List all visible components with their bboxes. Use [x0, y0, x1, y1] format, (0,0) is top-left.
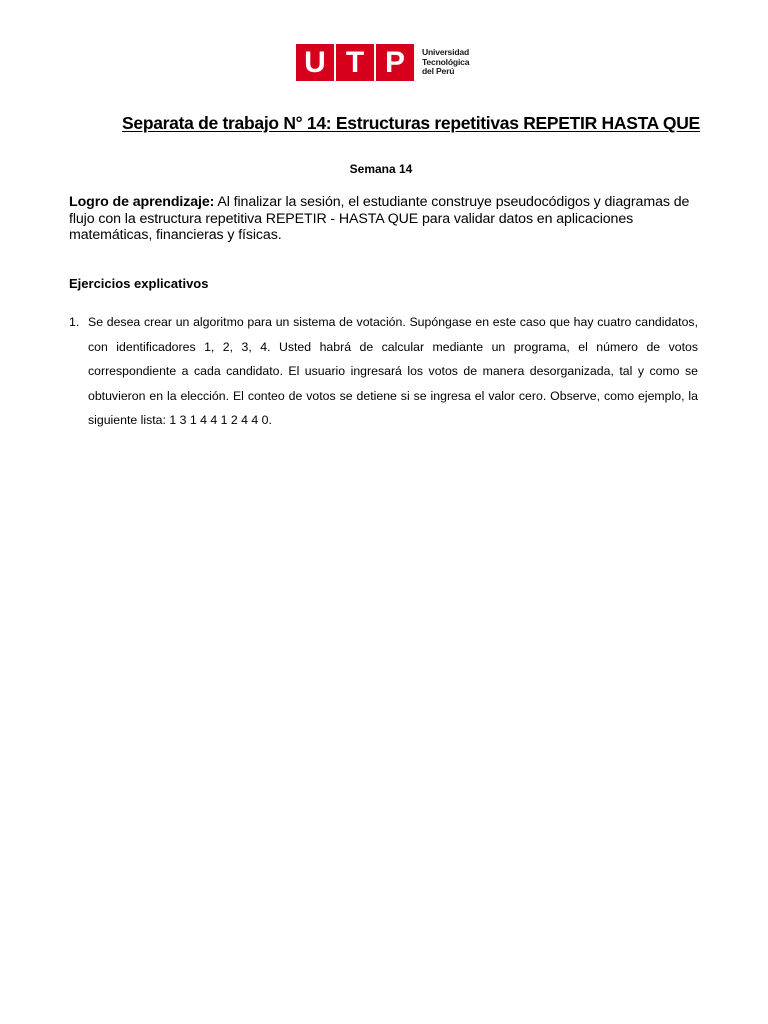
logo-letter-u: U — [304, 46, 326, 79]
logo-wordmark — [422, 48, 469, 77]
week-label: Semana 14 — [349, 162, 413, 176]
section-heading: Ejercicios explicativos — [69, 276, 209, 291]
logo-letter-t: T — [345, 46, 365, 79]
utp-logo — [296, 44, 469, 81]
logo-line-2: Tecnológica — [422, 56, 470, 67]
logo-line-1: Universidad — [422, 47, 469, 58]
exercise-number: 1. — [69, 315, 80, 329]
exercise-text: Se desea crear un algoritmo para un sistema de votación. Supóngase en este caso que hay cuatro candidatos, con identificadores 1, 2, 3, 4. Usted habrá de calcular mediante un programa, el número de votos correspondiente a cada candidato. El usuario ingresará los votos de manera desorganizada, tal y como se obtuvieron en la elección. El conteo de votos se detiene si se ingresa el valor cero. Observe, como ejemplo, la siguiente lista: 1 3 1 4 4 1 2 4 4 0. — [88, 315, 698, 427]
logo-mark — [296, 44, 414, 81]
logo-letter-p: P — [384, 46, 405, 79]
exercise-item — [69, 310, 698, 433]
logo-line-3: del Perú — [422, 66, 455, 77]
document-title: Separata de trabajo N° 14: Estructuras repetitivas REPETIR HASTA QUE — [122, 113, 700, 133]
learning-outcome-label: Logro de aprendizaje: — [69, 194, 215, 210]
learning-outcome-text: Al finalizar la sesión, el estudiante construye pseudocódigos y diagramas de flujo con la estructura repetitiva REPETIR - HASTA QUE para validar datos en aplicaciones matemáticas, financieras y físicas. — [69, 194, 690, 243]
learning-outcome — [69, 194, 705, 244]
